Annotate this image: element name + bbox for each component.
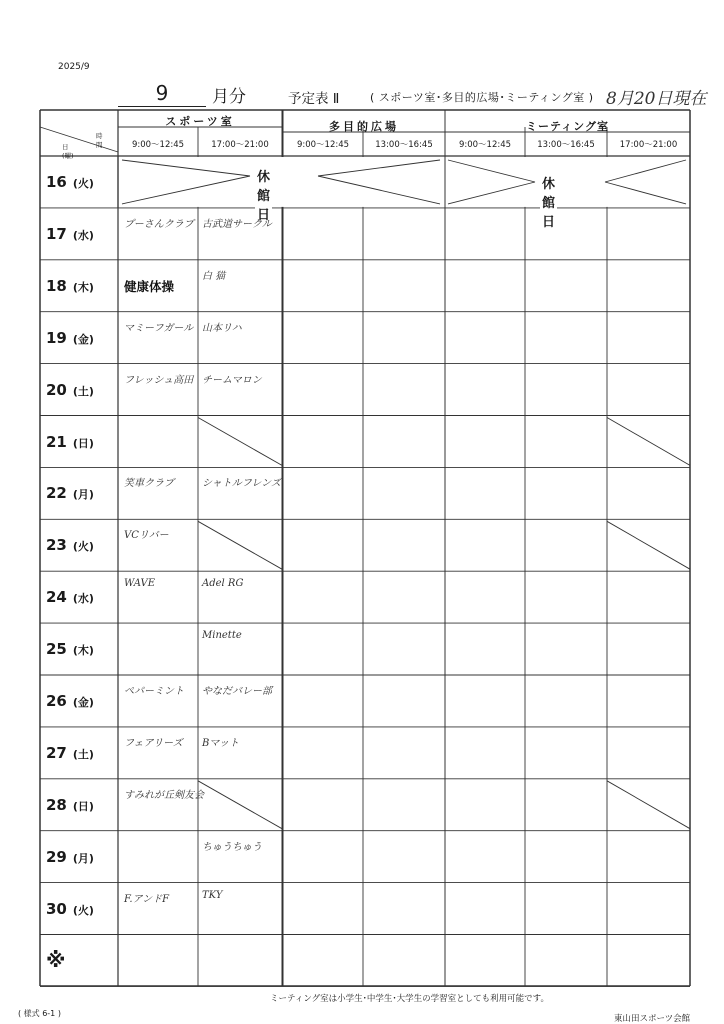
day-number: 29: [46, 847, 67, 866]
slot-sports-evening: 17:00～21:00: [211, 140, 269, 150]
booking-sports-morning: マミーフガール: [124, 322, 194, 334]
organization-name: 東山田スポーツ会館: [614, 1014, 691, 1024]
day-number: 26: [46, 692, 67, 710]
booking-sports-morning: フェアリーズ: [124, 737, 183, 749]
booking-sports-morning: すみれが丘剣友会: [124, 789, 204, 801]
weekday: (日): [72, 799, 94, 813]
day-number: 22: [46, 484, 67, 503]
booking-sports-morning: フレッシュ高田: [124, 374, 194, 386]
slot-multipurpose-morning: 9:00～12:45: [296, 140, 350, 150]
row-date: [46, 744, 118, 762]
schedule-subtitle: ( スポーツ室･多目的広場･ミーティング室 ): [370, 91, 594, 104]
row-date: [46, 948, 118, 972]
footer-note: ミーティング室は小学生･中学生･大学生の学習室としても利用可能です。: [270, 994, 549, 1004]
day-number: 18: [46, 276, 67, 295]
booking-sports-evening: ちゅうちゅう: [202, 841, 262, 853]
row-date: [46, 329, 118, 347]
day-number: 16: [46, 173, 67, 191]
booking-sports-morning: WAVE: [124, 578, 156, 590]
corner-day-label: 日(曜): [62, 143, 74, 160]
month-label: 月分: [212, 87, 246, 107]
day-number: 23: [46, 536, 67, 555]
weekday: (火): [72, 177, 94, 190]
booking-sports-morning: VCリバー: [124, 530, 169, 542]
day-number: 21: [46, 432, 67, 451]
row-date: [46, 173, 118, 191]
row-date: [46, 900, 118, 918]
unavailable-slash: [198, 521, 282, 569]
weekday: (土): [72, 747, 94, 761]
day-number: 25: [46, 640, 67, 659]
weekday: (火): [72, 540, 94, 554]
row-date: [46, 588, 118, 606]
weekday: (金): [72, 696, 94, 709]
booking-sports-morning: 笑車クラブ: [124, 478, 174, 490]
room-header-multipurpose: 多目的広場: [329, 120, 399, 133]
day-number: 24: [46, 588, 67, 607]
document-code: 2025/9: [58, 62, 90, 72]
booking-sports-morning: F.アンドF: [124, 893, 170, 905]
weekday: (土): [72, 384, 94, 398]
weekday: (金): [72, 332, 94, 346]
day-number: 20: [46, 380, 67, 399]
row-date: [46, 484, 118, 502]
schedule-title: 予定表 Ⅱ: [288, 91, 340, 107]
booking-sports-morning: ペパーミント: [124, 686, 184, 697]
weekday: (日): [72, 436, 94, 450]
day-number: 17: [46, 224, 67, 243]
slot-meeting-afternoon: 13:00～16:45: [537, 140, 595, 150]
booking-sports-evening: 白 猫: [202, 270, 226, 282]
row-date: [46, 848, 118, 866]
unavailable-slash: [607, 418, 690, 466]
day-number: 19: [46, 328, 67, 347]
row-date: [46, 536, 118, 554]
month-number: 9: [118, 80, 206, 107]
room-header-sports: スポーツ室: [165, 115, 235, 128]
day-number: 28: [46, 795, 67, 814]
booking-sports-evening: Minette: [202, 630, 242, 642]
weekday: (水): [72, 592, 94, 606]
row-date: [46, 640, 118, 658]
weekday: (木): [72, 280, 94, 294]
booking-sports-evening: 古武道サークル: [202, 218, 272, 230]
row-date: [46, 692, 118, 710]
booking-sports-evening: 山本リハ: [202, 322, 242, 334]
slot-sports-morning: 9:00～12:45: [131, 140, 185, 150]
weekday: (月): [72, 851, 94, 865]
closed-label-meeting: 休館日: [540, 173, 557, 230]
booking-sports-morning: 健康体操: [124, 278, 175, 294]
day-number: 30: [46, 899, 67, 918]
booking-sports-evening: チームマロン: [202, 374, 262, 386]
weekday: (木): [72, 644, 94, 658]
row-date: [46, 225, 118, 243]
row-date: [46, 433, 118, 451]
row-date: [46, 796, 118, 814]
booking-sports-evening: Bマット: [202, 737, 239, 749]
slot-multipurpose-afternoon: 13:00～16:45: [375, 140, 433, 150]
day-number: ※: [46, 947, 66, 972]
unavailable-slash: [198, 418, 282, 466]
form-id: ( 様式 6-1 ): [18, 1009, 61, 1018]
booking-sports-evening: やなだバレー部: [202, 686, 272, 697]
slot-meeting-evening: 17:00～21:00: [619, 140, 678, 150]
corner-time-label: 時間: [96, 132, 103, 149]
row-date: [46, 381, 118, 399]
row-date: [46, 277, 118, 295]
closed-label-sports-multipurpose: 休館日: [255, 166, 272, 223]
weekday: (水): [72, 228, 94, 242]
unavailable-slash: [607, 781, 690, 829]
booking-sports-evening: Adel RG: [202, 578, 244, 590]
booking-sports-morning: プーさんクラブ: [124, 218, 194, 230]
unavailable-slash: [607, 521, 690, 569]
room-header-meeting: ミーティング室: [526, 120, 609, 133]
booking-sports-evening: シャトルフレンズ: [202, 478, 281, 490]
booking-sports-evening: TKY: [202, 889, 223, 901]
weekday: (火): [72, 903, 94, 917]
as-of-note: 8月20日現在: [606, 89, 707, 109]
corner-diagonal: [40, 127, 118, 152]
day-number: 27: [46, 743, 67, 762]
weekday: (月): [72, 488, 94, 502]
unavailable-slash: [198, 781, 282, 829]
slot-meeting-morning: 9:00～12:45: [458, 140, 512, 150]
